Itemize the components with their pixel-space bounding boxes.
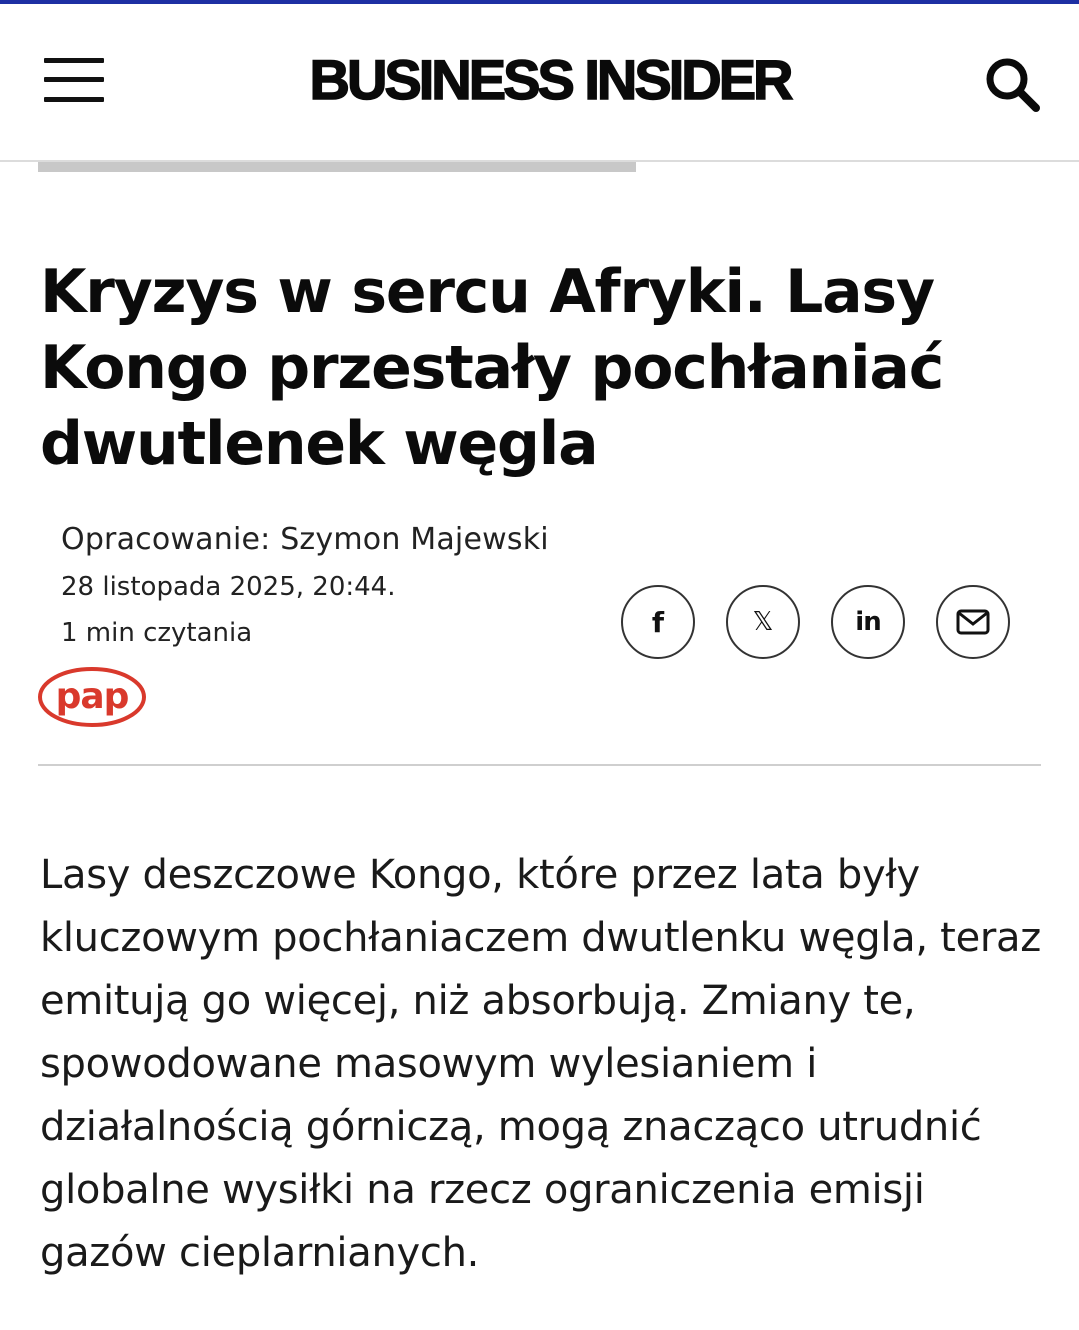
share-linkedin-button[interactable]	[831, 585, 905, 659]
search-icon[interactable]	[982, 54, 1042, 114]
article-title: Kryzys w sercu Afryki. Lasy Kongo przestały pochłaniać dwutlenek węgla	[40, 257, 944, 479]
section-divider	[38, 764, 1041, 766]
share-email-button[interactable]	[936, 585, 1010, 659]
facebook-icon: f	[651, 605, 665, 639]
share-facebook-button[interactable]	[621, 585, 695, 659]
pap-logo-text: pap	[55, 676, 129, 717]
article-meta	[61, 520, 549, 650]
article-lead: Lasy deszczowe Kongo, które przez lata były kluczowym pochłaniaczem dwutlenku węgla, teraz emitują go więcej, niż absorbują. Zmiany te, spowodowane masowym wylesianiem i działalnością górniczą, mogą znacząco utrudnić globalne wysiłki na rzecz ograniczenia emisji gazów cieplarnianych.	[40, 852, 1041, 1276]
hamburger-menu-icon[interactable]	[44, 56, 104, 108]
site-logo[interactable]: BUSINESS INSIDER	[309, 48, 791, 111]
linkedin-icon: in	[855, 607, 881, 637]
mail-icon	[956, 609, 990, 635]
reading-progress-bar	[38, 162, 636, 172]
article-author[interactable]: Opracowanie: Szymon Majewski	[61, 522, 549, 557]
article-read-time: 1 min czytania	[61, 618, 253, 648]
site-header	[0, 4, 1079, 162]
x-icon: 𝕏	[752, 607, 774, 637]
share-x-button[interactable]	[726, 585, 800, 659]
pap-source-logo	[38, 666, 148, 728]
article-date: 28 listopada 2025, 20:44.	[61, 572, 396, 602]
